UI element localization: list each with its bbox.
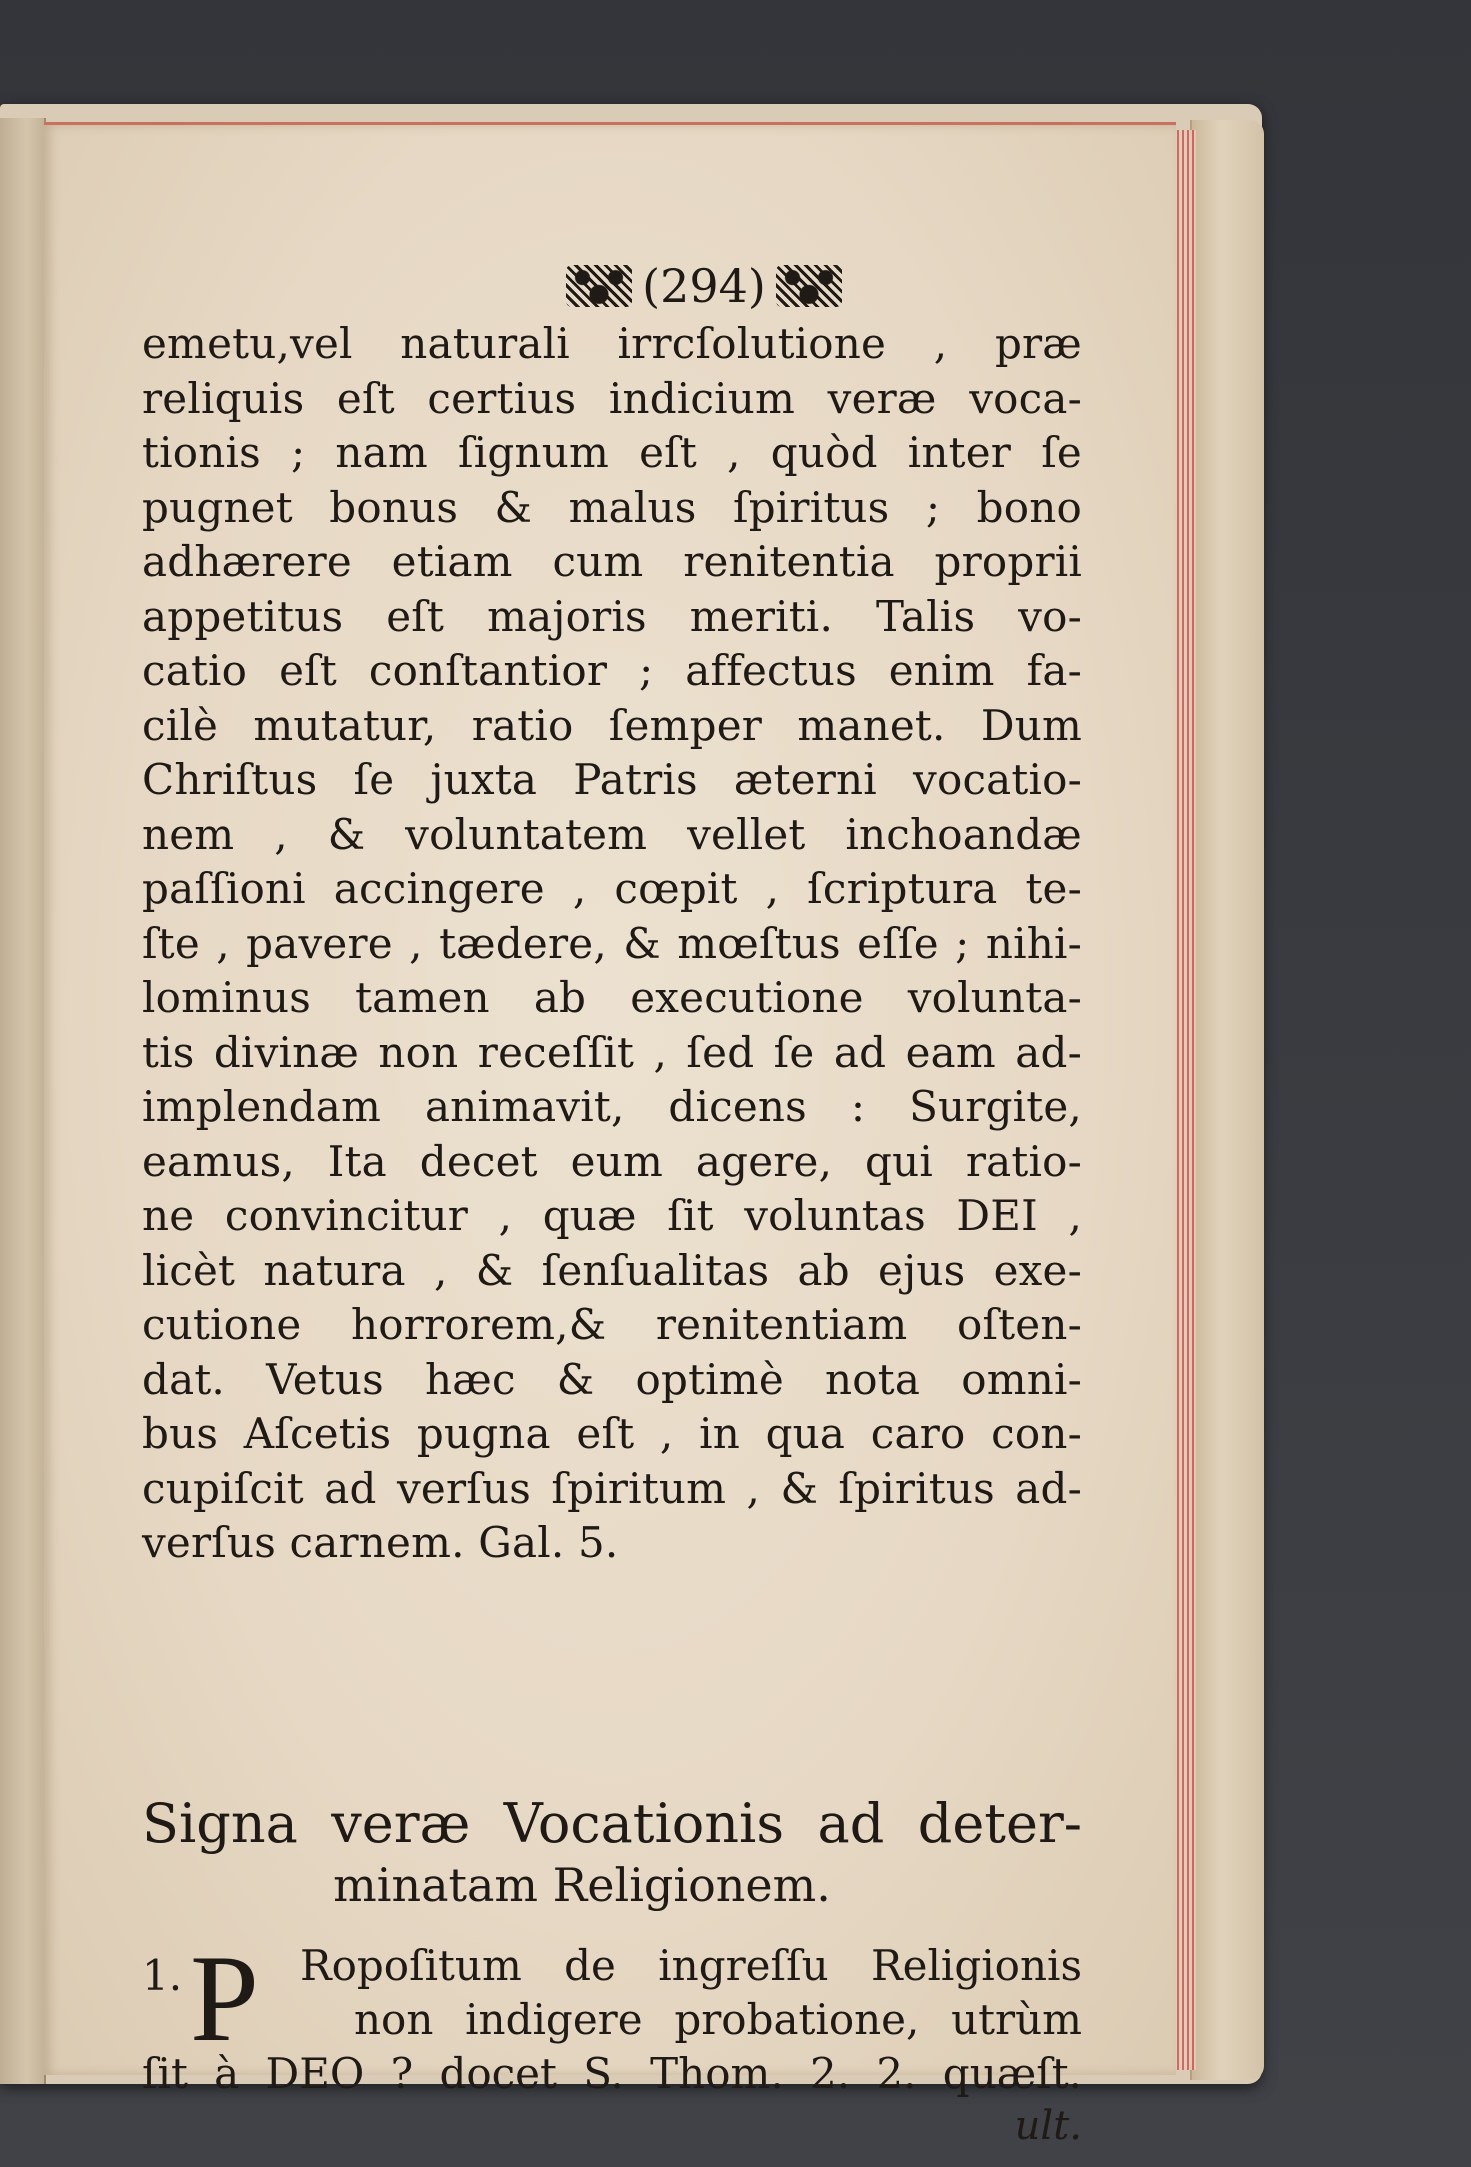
text-line: appetitus eſt majoris meriti. Talis vo- — [142, 591, 1082, 641]
text-line: cupiſcit ad verſus ſpiritum , & ſpiritus ad- — [142, 1463, 1082, 1513]
page-header — [534, 251, 874, 321]
text-line: ne convincitur , quæ ſit voluntas DEI , — [142, 1191, 1082, 1240]
text-line: paſſioni accingere , cœpit , ſcriptura te- — [142, 864, 1082, 913]
text-line: reliquis eſt certius indicium veræ voca- — [142, 373, 1082, 423]
text-line: eamus, Ita decet eum agere, qui ratio- — [142, 1136, 1082, 1186]
text-line: Chriſtus ſe juxta Patris æterni vocatio- — [142, 755, 1082, 804]
text-line: implendam animavit, dicens : Surgite, — [142, 1082, 1082, 1131]
text-line: tionis ; nam ſignum eſt , quòd inter ſe — [142, 428, 1082, 477]
left-page-edge — [0, 118, 46, 2084]
text-line: emetu,vel naturali irrcſolutione , præ — [142, 319, 1082, 368]
text-line: lominus tamen ab executione volunta- — [142, 973, 1082, 1022]
text-line: adhærere etiam cum renitentia proprii — [142, 537, 1082, 586]
text-line: ſte , pavere , tædere, & mœſtus eſſe ; nihi- — [142, 918, 1082, 968]
item-number: 1. — [142, 1951, 183, 2000]
text-line: catio eſt conſtantior ; affectus enim fa- — [142, 646, 1082, 695]
heading-line: minatam Religionem. — [333, 1858, 831, 1912]
text-line: pugnet bonus & malus ſpiritus ; bono — [142, 482, 1082, 532]
page-number: (294) — [642, 259, 766, 313]
ornament-left-icon — [566, 265, 632, 307]
numbered-paragraph — [142, 1930, 1082, 2151]
text-line: non indigere probatione, utrùm — [354, 1995, 1082, 2044]
text-line: licèt natura , & ſenſualitas ab ejus exe- — [142, 1245, 1082, 1295]
ornament-right-icon — [776, 265, 842, 307]
text-line: verſus carnem. Gal. 5. — [142, 1518, 619, 1567]
text-line: nem , & voluntatem vellet inchoandæ — [142, 809, 1082, 859]
heading-line: Signa veræ Vocationis ad deter- — [142, 1792, 1082, 1855]
drop-cap: P — [190, 1930, 259, 2067]
text-line: bus Aſcetis pugna eſt , in qua caro con- — [142, 1409, 1082, 1458]
text-line: tis divinæ non receſſit , ſed ſe ad eam ad- — [142, 1027, 1082, 1077]
text-line: dat. Vetus hæc & optimè nota omni- — [142, 1354, 1082, 1404]
text-line: cutione horrorem,& renitentiam oſten- — [142, 1300, 1082, 1349]
main-paragraph — [142, 317, 1082, 1571]
section-heading — [142, 1793, 1082, 1915]
book-page — [44, 122, 1176, 2149]
text-line: Ropoſitum de ingreſſu Religionis — [300, 1941, 1082, 1990]
text-line: ſit à DEO ? docet S. Thom. 2. 2. quæſt. — [142, 2049, 1082, 2098]
book-cover-edge — [1190, 120, 1264, 2080]
text-line: cilè mutatur, ratio ſemper manet. Dum — [142, 700, 1082, 750]
catchword: ult. — [1014, 2103, 1082, 2149]
